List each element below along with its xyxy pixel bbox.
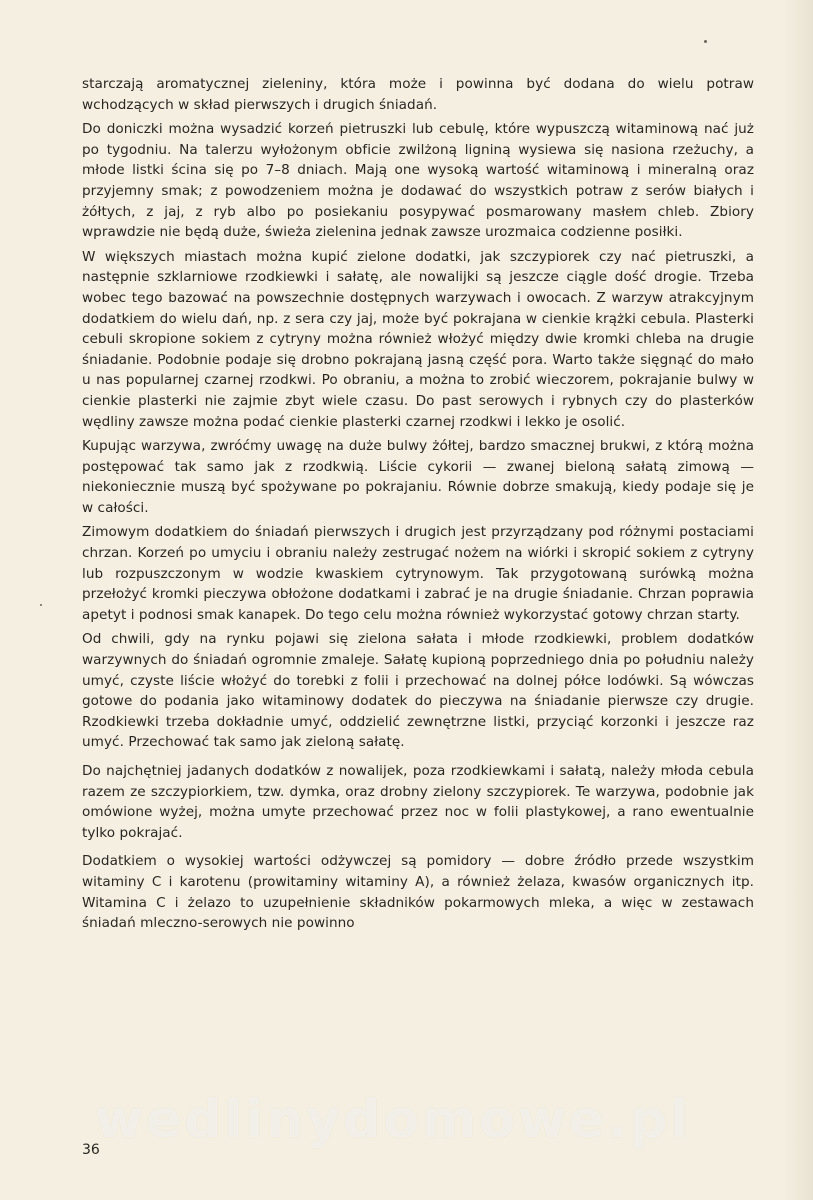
body-text <box>82 74 754 938</box>
paragraph-2: Do doniczki można wysadzić korzeń pietruszki lub cebulę, które wypuszczą witaminową nać już po tygodniu. Na talerzu wyłożonym obficie zwilżoną ligniną wysiewa się nasiona rzeżuchy, a młode listki ścina się po 7–8 dniach. Mają one wysoką wartość witaminową i mineralną oraz przyjemny smak; z powodzeniem można je dodawać do wszystkich potraw z serów białych i żółtych, z jaj, z ryb albo po posiekaniu posypywać posmarowany masłem chleb. Zbiory wprawdzie nie będą duże, świeża zielenina jednak zawsze urozmaica codzienne posiłki. <box>82 121 754 241</box>
page-edge-shadow <box>783 0 813 1200</box>
paragraph-8: Dodatkiem o wysokiej wartości odżywczej są pomidory — dobre źródło przede wszystkim witaminy C i karotenu (prowitaminy witaminy A), a również żelaza, kwasów organicznych itp. Witamina C i żelazo to uzupełnienie składników pokarmowych mleka, a więc w zestawach śniadań mleczno-serowych nie powinno <box>82 853 754 932</box>
paragraph-4: Kupując warzywa, zwróćmy uwagę na duże bulwy żółtej, bardzo smacznej brukwi, z którą można postępować tak samo jak z rzodkwią. Liście cykorii — zwanej bieloną sałatą zimową — niekoniecznie muszą być spożywane po pokrajaniu. Równie dobrze smakują, kiedy podaje się je w całości. <box>82 438 754 516</box>
paragraph-1: starczają aromatycznej zieleniny, która może i powinna być dodana do wielu potraw wchodzących w skład pierwszych i drugich śniadań. <box>82 76 754 113</box>
watermark: wedlinydomowe.pl <box>95 1090 692 1150</box>
paragraph-5: Zimowym dodatkiem do śniadań pierwszych i drugich jest przyrządzany pod różnymi postaciami chrzan. Korzeń po umyciu i obraniu należy zestrugać nożem na wiórki i skropić sokiem z cytryny lub rozpuszczonym w wodzie kwaskiem cytrynowym. Tak przygotowaną surówką można przełożyć kromki pieczywa obłożone dodatkami i zabrać je na drugie śniadanie. Chrzan poprawia apetyt i podnosi smak kanapek. Do tego celu można również wykorzystać gotowy chrzan starty. <box>82 524 754 623</box>
scan-speck <box>704 40 707 43</box>
paragraph-7: Do najchętniej jadanych dodatków z nowalijek, poza rzodkiewkami i sałatą, należy młoda cebula razem ze szczypiorkiem, tzw. dymka, oraz drobny zielony szczypiorek. Te warzywa, podobnie jak omówione wyżej, można umyte przechować przez noc w folii plastykowej, a rano ewentualnie tylko pokrajać. <box>82 763 754 841</box>
scan-speck <box>40 604 42 606</box>
page-number: 36 <box>82 1142 100 1158</box>
paragraph-3: W większych miastach można kupić zielone dodatki, jak szczypiorek czy nać pietruszki, a następnie szklarniowe rzodkiewki i sałatę, ale nowalijki są jeszcze ciągle dość drogie. Trzeba wobec tego bazować na powszechnie dostępnych warzywach i owocach. Z warzyw atrakcyjnym dodatkiem do wielu dań, np. z sera czy jaj, może być pokrajana w cienkie krążki cebula. Plasterki cebuli skropione sokiem z cytryny można również włożyć między dwie kromki chleba na drugie śniadanie. Podobnie podaje się drobno pokrajaną jasną część pora. Warto także sięgnąć do mało u nas popularnej czarnej rzodkwi. Po obraniu, a można to zrobić wieczorem, pokrajanie bulwy w cienkie plasterki nie zajmie zbyt wiele czasu. Do past serowych i rybnych czy do plasterków wędliny zawsze można podać cienkie plasterki czarnej rzodkwi i lekko je osolić. <box>82 248 754 430</box>
paragraph-6: Od chwili, gdy na rynku pojawi się zielona sałata i młode rzodkiewki, problem dodatków warzywnych do śniadań ogromnie zmaleje. Sałatę kupioną poprzedniego dnia po południu należy umyć, czyste liście włożyć do torebki z folii i przechować na dolnej półce lodówki. Są wówczas gotowe do podania jako witaminowy dodatek do pieczywa na śniadanie pierwsze czy drugie. Rzodkiewki trzeba dokładnie umyć, oddzielić zewnętrzne listki, przyciąć korzonki i jeszcze raz umyć. Przechować tak samo jak zieloną sałatę. <box>82 631 754 751</box>
